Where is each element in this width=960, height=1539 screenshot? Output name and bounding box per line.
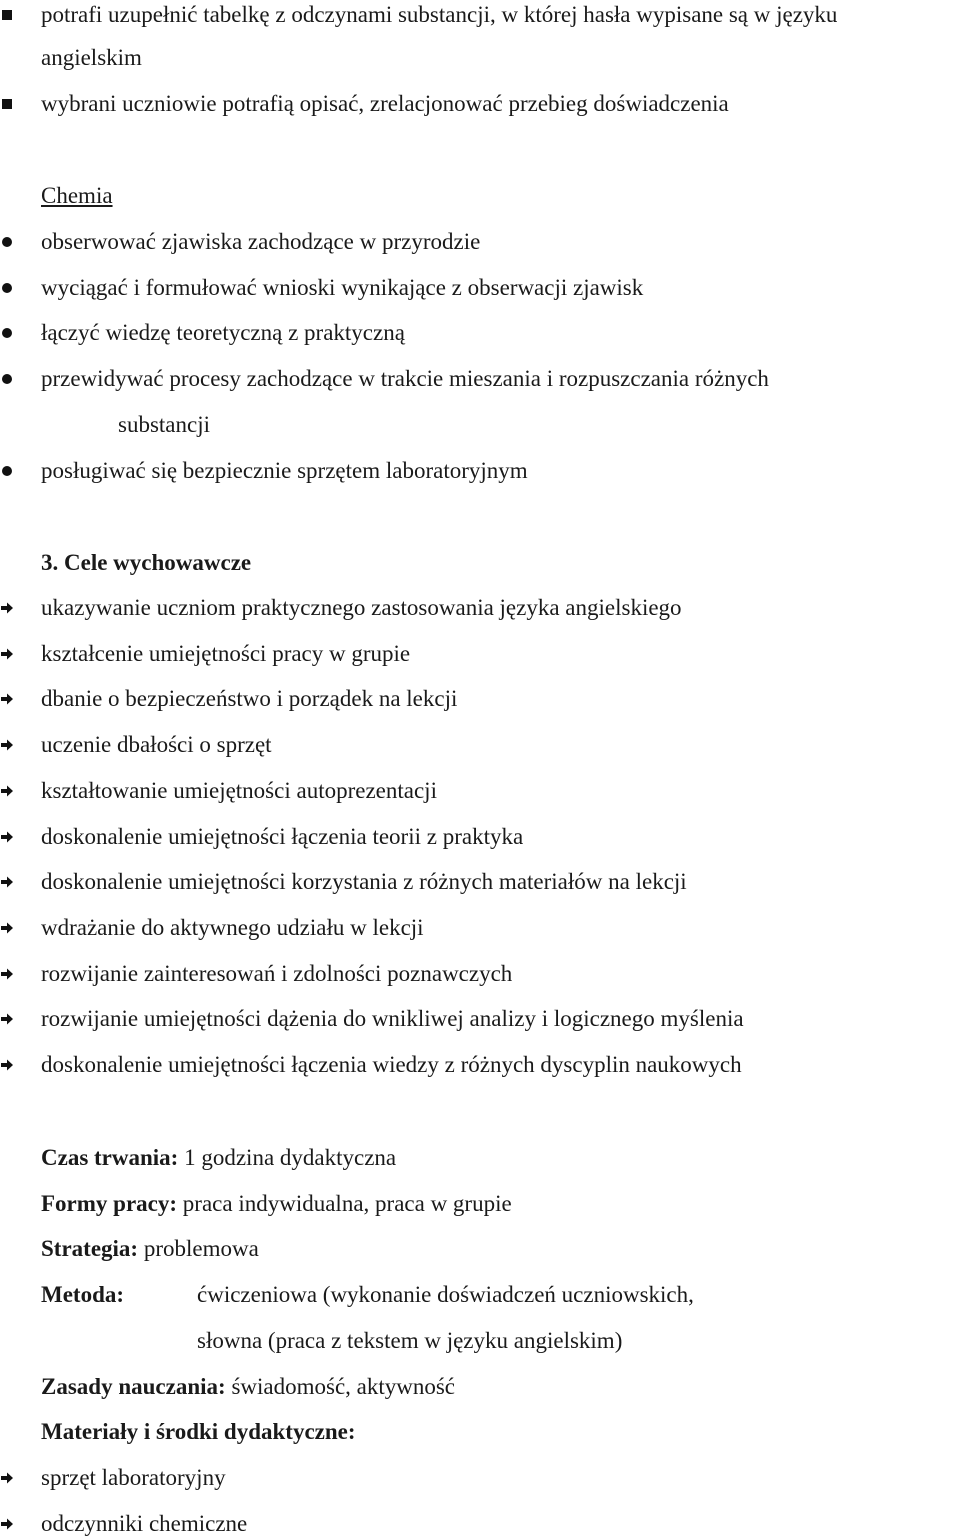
formy-pracy-label: Formy pracy: (41, 1191, 178, 1216)
formy-pracy-value: praca indywidualna, praca w grupie (177, 1191, 512, 1216)
strategia-value: problemowa (138, 1236, 259, 1261)
list-item: doskonalenie umiejętności łączenia wiedzy z różnych dyscyplin naukowych (41, 1052, 742, 1077)
list-item: uczenie dbałości o sprzęt (41, 732, 272, 758)
round-bullet-icon (0, 456, 14, 486)
czas-trwania-label: Czas trwania: (41, 1145, 179, 1170)
round-bullet-icon (0, 318, 14, 348)
strategia-row (41, 1234, 259, 1264)
list-item: kształcenie umiejętności pracy w grupie (41, 640, 411, 666)
list-item: potrafi uzupełnić tabelkę z odczynami substancji, w której hasła wypisane są w języku (41, 2, 838, 27)
metoda-label: Metoda: (41, 1282, 125, 1307)
cele-heading: 3. Cele wychowawcze (41, 550, 252, 575)
list-item-continuation: angielskim (41, 45, 142, 70)
metoda-value-2: słowna (praca z tekstem w języku angielskim) (197, 1328, 623, 1353)
square-bullet-icon (0, 0, 14, 30)
list-item: dbanie o bezpieczeństwo i porządek na lekcji (41, 686, 458, 712)
list-item: kształtowanie umiejętności autoprezentacji (41, 777, 437, 803)
zasady-row (41, 1372, 455, 1402)
arrow-bullet-icon (0, 1509, 14, 1539)
arrow-bullet-icon (0, 867, 14, 897)
list-item: łączyć wiedzę teoretyczną z praktyczną (41, 320, 405, 345)
arrow-bullet-icon (0, 913, 14, 943)
round-bullet-icon (0, 273, 14, 303)
arrow-bullet-icon (0, 776, 14, 806)
round-bullet-icon (0, 227, 14, 257)
round-bullet-icon (0, 364, 14, 394)
list-item: sprzęt laboratoryjny (41, 1465, 226, 1490)
formy-pracy-row (41, 1189, 512, 1219)
strategia-label: Strategia: (41, 1236, 139, 1261)
chemia-heading: Chemia (41, 183, 113, 208)
czas-trwania-row (41, 1143, 396, 1173)
arrow-bullet-icon (0, 822, 14, 852)
arrow-bullet-icon (0, 959, 14, 989)
list-item: doskonalenie umiejętności łączenia teorii z praktyka (41, 823, 524, 849)
arrow-bullet-icon (0, 1463, 14, 1493)
list-item: wdrażanie do aktywnego udziału w lekcji (41, 914, 424, 940)
zasady-value: świadomość, aktywność (225, 1374, 456, 1399)
arrow-bullet-icon (0, 639, 14, 669)
list-item: doskonalenie umiejętności korzystania z różnych materiałów na lekcji (41, 869, 687, 895)
list-item: przewidywać procesy zachodzące w trakcie mieszania i rozpuszczania różnych (41, 366, 769, 391)
list-item: posługiwać się bezpiecznie sprzętem laboratoryjnym (41, 458, 528, 483)
arrow-bullet-icon (0, 684, 14, 714)
czas-trwania-value: 1 godzina dydaktyczna (178, 1145, 397, 1170)
list-item: odczynniki chemiczne (41, 1511, 248, 1536)
materialy-heading: Materiały i środki dydaktyczne: (41, 1419, 356, 1444)
zasady-label: Zasady nauczania: (41, 1374, 226, 1399)
list-item: rozwijanie zainteresowań i zdolności poznawczych (41, 960, 513, 986)
arrow-bullet-icon (0, 730, 14, 760)
list-item: wyciągać i formułować wnioski wynikające z obserwacji zjawisk (41, 275, 644, 300)
list-item: rozwijanie umiejętności dążenia do wnikliwej analizy i logicznego myślenia (41, 1006, 744, 1032)
arrow-bullet-icon (0, 593, 14, 623)
list-item: ukazywanie uczniom praktycznego zastosowania języka angielskiego (41, 595, 682, 620)
arrow-bullet-icon (0, 1050, 14, 1080)
arrow-bullet-icon (0, 1004, 14, 1034)
metoda-value-1: ćwiczeniowa (wykonanie doświadczeń uczniowskich, (197, 1282, 694, 1307)
list-item-continuation: substancji (118, 412, 210, 437)
list-item: obserwować zjawiska zachodzące w przyrodzie (41, 229, 481, 254)
list-item: wybrani uczniowie potrafią opisać, zrelacjonować przebieg doświadczenia (41, 91, 729, 116)
square-bullet-icon (0, 89, 14, 119)
